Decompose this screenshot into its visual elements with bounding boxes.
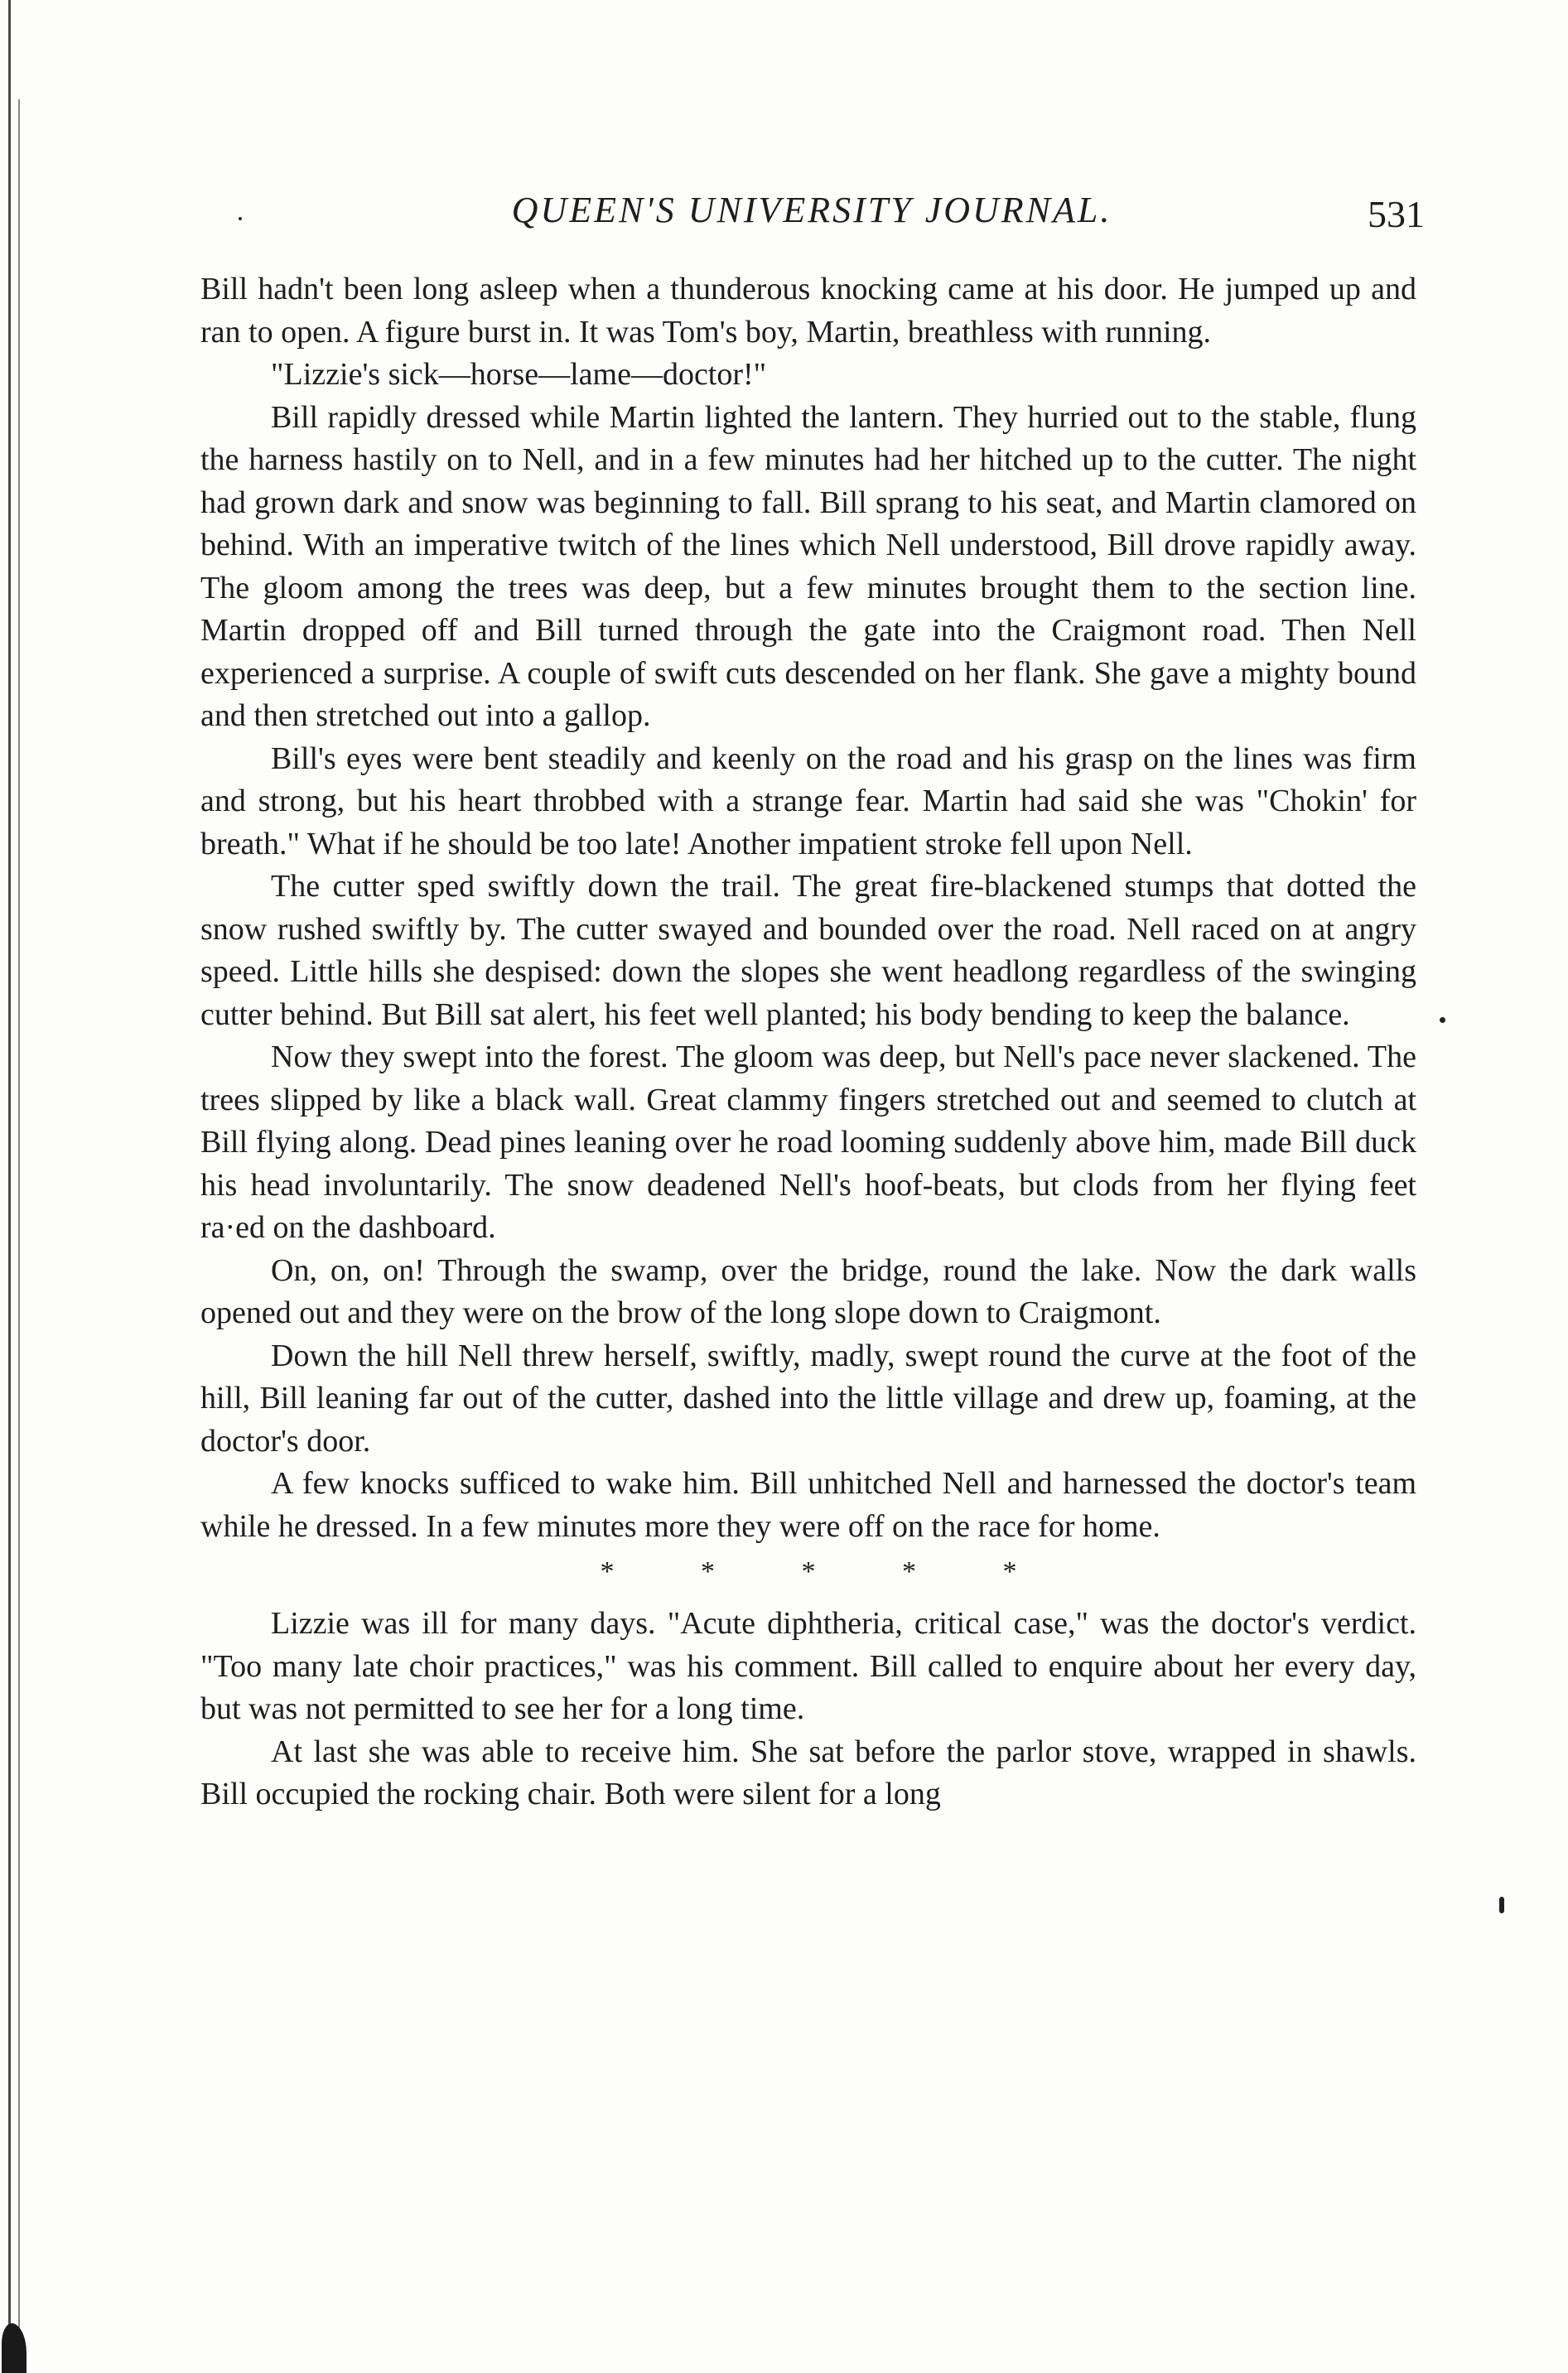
paragraph: Now they swept into the forest. The gloom was deep, but Nell's pace never slackened. The trees slipped by like a black wall. Great clammy fingers stretched out and seemed to clutch at Bill flying along. Dead pines leaning over he road looming suddenly above him, made Bill duck his head involuntarily. The snow deadened Nell's hoof-beats, but clods from her flying feet ra·ed on the dashboard. (200, 1039, 1416, 1245)
article-body (200, 268, 1416, 1816)
page-header (199, 189, 1425, 247)
paragraph: Bill hadn't been long asleep when a thunderous knocking came at his door. He jumped up and ran to open. A figure burst in. It was Tom's boy, Martin, breathless with running. (200, 272, 1416, 350)
paragraph: Lizzie was ill for many days. "Acute diphtheria, critical case," was the doctor's verdict. "Too many late choir practices," was his comment. Bill called to enquire about her every day, but was not permitted to see her for a long time. (200, 1606, 1416, 1726)
paragraph: "Lizzie's sick—horse—lame—doctor!" (271, 357, 767, 392)
ink-speck (1440, 1017, 1445, 1023)
running-title: QUEEN'S UNIVERSITY JOURNAL. (511, 190, 1112, 230)
paragraph: A few knocks sufficed to wake him. Bill unhitched Nell and harnessed the doctor's team while he dressed. In a few minutes more they were off on the race for home. (200, 1466, 1416, 1544)
paragraph: The cutter sped swiftly down the trail. The great fire-blackened stumps that dotted the snow rushed swiftly by. The cutter swayed and bounded over the road. Nell raced on at angry speed. Little hills she despised: down the slopes she went headlong regardless of the swinging cutter behind. But Bill sat alert, his feet well planted; his body bending to keep the balance. (200, 869, 1416, 1032)
paragraph: At last she was able to receive him. She sat before the parlor stove, wrapped in shawls. Bill occupied the rocking chair. Both were silent for a long (200, 1734, 1416, 1811)
paragraph: Down the hill Nell threw herself, swiftly, madly, swept round the curve at the foot of the hill, Bill leaning far out of the cutter, dashed into the little village and drew up, foaming, at the doctor's door. (200, 1338, 1416, 1459)
ink-speck (239, 217, 242, 220)
ink-speck (1499, 1897, 1504, 1913)
paragraph: On, on, on! Through the swamp, over the bridge, round the lake. Now the dark walls opened out and they were on the brow of the long slope down to Craigmont. (200, 1252, 1416, 1330)
paragraph: Bill rapidly dressed while Martin lighted the lantern. They hurried out to the stable, flung the harness hastily on to Nell, and in a few minutes had her hitched up to the cutter. The night had grown dark and snow was beginning to fall. Bill sprang to his seat, and Martin clamored on behind. With an imperative twitch of the lines which Nell understood, Bill drove rapidly away. The gloom among the trees was deep, but a few minutes brought them to the section line. Martin dropped off and Bill turned through the gate into the Craigmont road. Then Nell experienced a surprise. A couple of swift cuts descended on her flank. She gave a mighty bound and then stretched out into a gallop. (200, 399, 1416, 733)
page-number: 531 (1368, 193, 1425, 235)
binding-edge-shadow (18, 99, 20, 2336)
binding-edge-line (8, 0, 11, 2373)
binding-ink-blot (2, 2323, 27, 2373)
section-separator: * * * * * (600, 1556, 1057, 1587)
paragraph: Bill's eyes were bent steadily and keenly on the road and his grasp on the lines was firm and strong, but his heart throbbed with a strange fear. Martin had said she was "Chokin' for breath." What if he should be too late! Another impatient stroke fell upon Nell. (200, 740, 1416, 861)
binding-edge (0, 0, 25, 2373)
